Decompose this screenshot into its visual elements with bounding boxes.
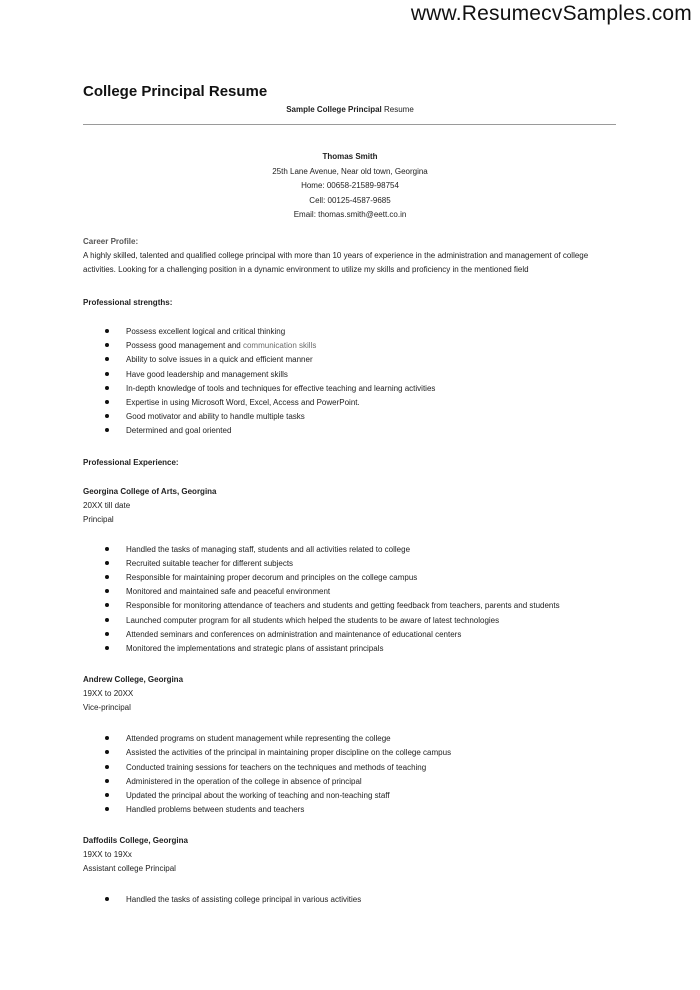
list-item: Attended programs on student management while representing the college xyxy=(83,732,618,746)
job-duties-list xyxy=(83,543,618,657)
bullet-icon xyxy=(105,589,109,593)
list-item: In-depth knowledge of tools and techniques for effective teaching and learning activities xyxy=(83,382,618,396)
bullet-icon xyxy=(105,736,109,740)
bullet-icon xyxy=(105,547,109,551)
list-item: Assisted the activities of the principal in maintaining proper discipline on the college campus xyxy=(83,746,618,760)
contact-block xyxy=(0,150,700,223)
bullet-icon xyxy=(105,793,109,797)
bullet-icon xyxy=(105,329,109,333)
bullet-icon xyxy=(105,897,109,901)
bullet-icon xyxy=(105,646,109,650)
list-item: Responsible for maintaining proper decorum and principles on the college campus xyxy=(83,571,618,585)
job-org: Andrew College, Georgina xyxy=(83,675,184,685)
list-item: Monitored and maintained safe and peaceful environment xyxy=(83,585,618,599)
list-item: Expertise in using Microsoft Word, Excel, Access and PowerPoint. xyxy=(83,396,618,410)
list-item: Handled problems between students and teachers xyxy=(83,803,618,817)
job-dates: 20XX till date xyxy=(83,500,131,510)
list-item: Possess excellent logical and critical thinking xyxy=(83,325,618,339)
job-duties-list xyxy=(83,732,618,817)
page-title: College Principal Resume xyxy=(83,83,268,100)
list-item: Handled the tasks of assisting college principal in various activities xyxy=(83,893,618,907)
job-org: Georgina College of Arts, Georgina xyxy=(83,486,217,496)
bullet-icon xyxy=(105,561,109,565)
job-org: Daffodils College, Georgina xyxy=(83,836,188,846)
communication-skills-link[interactable]: communication skills xyxy=(242,341,317,351)
bullet-icon xyxy=(105,618,109,622)
strengths-heading: Professional strengths: xyxy=(83,298,173,307)
bullet-icon xyxy=(105,603,109,607)
job-role: Principal xyxy=(83,514,114,524)
contact-cell-phone: Cell: 00125-4587-9685 xyxy=(309,195,391,205)
list-item: Handled the tasks of managing staff, students and all activities related to college xyxy=(83,543,618,557)
contact-name: Thomas Smith xyxy=(322,152,378,161)
bullet-icon xyxy=(105,372,109,376)
list-item: Conducted training sessions for teachers on the techniques and methods of teaching xyxy=(83,761,618,775)
job-dates: 19XX to 19Xx xyxy=(83,850,132,860)
list-item: Administered in the operation of the college in absence of principal xyxy=(83,775,618,789)
list-item: Updated the principal about the working of teaching and non-teaching staff xyxy=(83,789,618,803)
list-item: Monitored the implementations and strategic plans of assistant principals xyxy=(83,642,618,656)
bullet-icon xyxy=(105,357,109,361)
subtitle-bold: Sample College Principal xyxy=(286,105,382,114)
list-item: Have good leadership and management skills xyxy=(83,368,618,382)
career-profile-text: A highly skilled, talented and qualified college principal with more than 10 years of experience in the administration and management of college activities. Looking for a challenging position in a dynamic environment to utilize my skills and proficiency in the mentioned field xyxy=(83,251,589,274)
list-item: Possess good management and communication skills xyxy=(83,339,618,353)
job-duties-list xyxy=(83,893,618,907)
list-item: Recruited suitable teacher for different subjects xyxy=(83,557,618,571)
career-profile-heading: Career Profile: xyxy=(83,237,139,246)
job-role: Assistant college Principal xyxy=(83,864,176,874)
bullet-icon xyxy=(105,807,109,811)
list-item: Determined and goal oriented xyxy=(83,424,618,438)
title-divider xyxy=(83,124,616,125)
bullet-icon xyxy=(105,386,109,390)
bullet-icon xyxy=(105,779,109,783)
bullet-icon xyxy=(105,428,109,432)
list-item: Responsible for monitoring attendance of teachers and students and getting feedback from teachers, parents and students xyxy=(83,599,618,613)
bullet-icon xyxy=(105,414,109,418)
contact-email: Email: thomas.smith@eett.co.in xyxy=(293,210,407,219)
site-watermark: www.ResumecvSamples.com xyxy=(410,2,692,25)
experience-heading: Professional Experience: xyxy=(83,457,179,467)
bullet-icon xyxy=(105,632,109,636)
list-item: Ability to solve issues in a quick and efficient manner xyxy=(83,353,618,367)
resume-body xyxy=(83,236,618,908)
job-role: Vice-principal xyxy=(83,703,131,713)
subtitle-rest: Resume xyxy=(381,105,414,114)
bullet-icon xyxy=(105,575,109,579)
job-dates: 19XX to 20XX xyxy=(83,689,134,699)
strengths-list xyxy=(83,325,618,439)
list-item: Good motivator and ability to handle multiple tasks xyxy=(83,410,618,424)
contact-address: 25th Lane Avenue, Near old town, Georgina xyxy=(272,166,428,176)
bullet-icon xyxy=(105,343,109,347)
bullet-icon xyxy=(105,400,109,404)
list-item: Attended seminars and conferences on administration and maintenance of educational centers xyxy=(83,628,618,642)
list-item: Launched computer program for all students which helped the students to be aware of latest technologies xyxy=(83,614,618,628)
page-subtitle xyxy=(0,105,700,114)
bullet-icon xyxy=(105,750,109,754)
contact-home-phone: Home: 00658-21589-98754 xyxy=(301,181,399,190)
bullet-icon xyxy=(105,765,109,769)
